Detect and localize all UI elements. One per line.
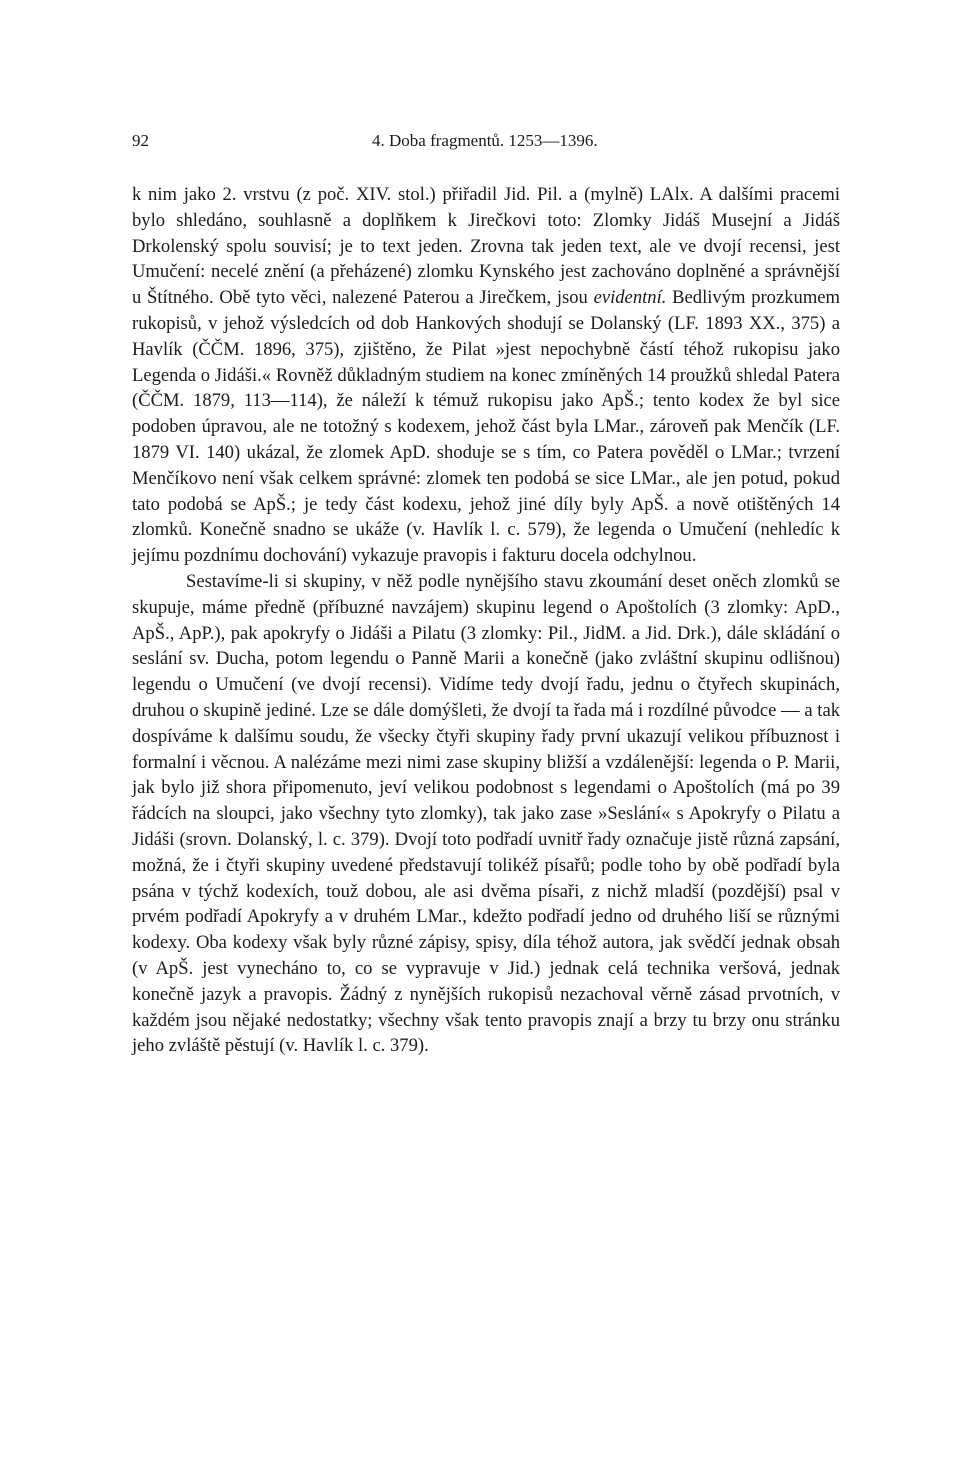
paragraph-1: [132, 182, 840, 569]
paragraph-1-text-b: Bedlivým prozkumem rukopisů, v jehož výsledcích od dob Hankových shodují se Dolanský (LF. 1893 XX., 375) a Havlík (ČČM. 1896, 375), zjištěno, že Pilat »jest nepochybně částí téhož rukopisu jako Legenda o Jidáši.« Rovněž důkladným studiem na konec zmíněných 14 proužků shledal Patera (ČČM. 1879, 113—114), že náleží k témuž rukopisu jako ApŠ.; tento kodex že byl sice podoben úpravou, ale ne totožný s kodexem, jehož část byla LMar., zároveň pak Menčík (LF. 1879 VI. 140) ukázal, že zlomek ApD. shoduje se s tím, co Patera pověděl o LMar.; tvrzení Menčíkovo není však celkem správné: zlomek ten podobá se sice LMar., ale jen potud, pokud tato podobá se ApŠ.; je tedy část kodexu, jehož jiné díly byly ApŠ. a nově otištěných 14 zlomků. Konečně snadno se ukáže (v. Havlík l. c. 579), že legenda o Umučení (nehledíc k jejímu pozdnímu dochování) vykazuje pravopis i fakturu docela odchylnou.: [132, 287, 841, 567]
body-text: [132, 182, 840, 1059]
paragraph-2: Sestavíme-li si skupiny, v něž podle nynějšího stavu zkoumání deset oněch zlomků se skupuje, máme předně (příbuzné navzájem) skupinu legend o Apoštolích (3 zlomky: ApD., ApŠ., ApP.), pak apokryfy o Jidáši a Pilatu (3 zlomky: Pil., JidM. a Jid. Drk.), dále skládání o seslání sv. Ducha, potom legendu o Panně Marii a konečně (jako zvláštní skupinu odlišnou) legendu o Umučení (ve dvojí recensi). Vidíme tedy dvojí řadu, jednu o čtyřech skupinách, druhou o skupině jediné. Lze se dále domýšleti, že dvojí ta řada má i rozdílné původce — a tak dospíváme k dalšímu soudu, že všecky čtyři skupiny řady první ukazují velikou příbuznost i formalní i věcnou. A nalézáme mezi nimi zase skupiny bližší a vzdálenější: legenda o P. Marii, jak bylo již shora připomenuto, jeví velikou podobnost s legendami o Apoštolích (má po 39 řádcích na sloupci, jako všechny tyto zlomky), tak jako zase »Seslání« s Apokryfy o Pilatu a Jidáši (srovn. Dolanský, l. c. 379). Dvojí toto podřadí uvnitř řady označuje jistě různá zapsání, možná, že i čtyři skupiny uvedené představují tolikéž písařů; podle toho by obě podřadí byla psána v týchž kodexích, touž dobou, ale asi dvěma písaři, z nichž mladší (pozdější) psal v prvém podřadí Apokryfy a v druhém LMar., kdežto podřadí jedno od druhého liší se různými kodexy. Oba kodexy však byly různé zápisy, spisy, díla téhož autora, jak svědčí jednak obsah (v ApŠ. jest vynecháno to, co se vypravuje v Jid.) jednak celá technika veršová, jednak konečně jazyk a pravopis. Žádný z nynějších rukopisů nezachoval věrně zásad prvotních, v každém jsou nějaké nedostatky; všechny však tento pravopis znají a brzy tu brzy onu stránku jeho zvláště pěstují (v. Havlík l. c. 379).: [132, 570, 840, 1057]
paragraph-1-text-a: k nim jako 2. vrstvu (z poč. XIV. stol.) přiřadil Jid. Pil. a (mylně) LAlx. A dalšími pracemi bylo shledáno, souhlasně a doplňkem k Jirečkovi toto: Zlomky Jidáš Musejní a Jidáš Drkolenský spolu souvisí; je to text jeden. Zrovna tak jeden text, ale ve dvojí recensi, jest Umučení: necelé znění (a přeházené) zlomku Kynského jest zachováno doplněné a správnější u Štítného. Obě tyto věci, nalezené Paterou a Jirečkem, jsou: [132, 184, 840, 309]
page-header: [132, 131, 842, 159]
running-head: 4. Doba fragmentů. 1253—1396.: [372, 131, 598, 150]
page-number: 92: [132, 131, 149, 150]
paragraph-1-italic: evidentní.: [593, 287, 667, 309]
